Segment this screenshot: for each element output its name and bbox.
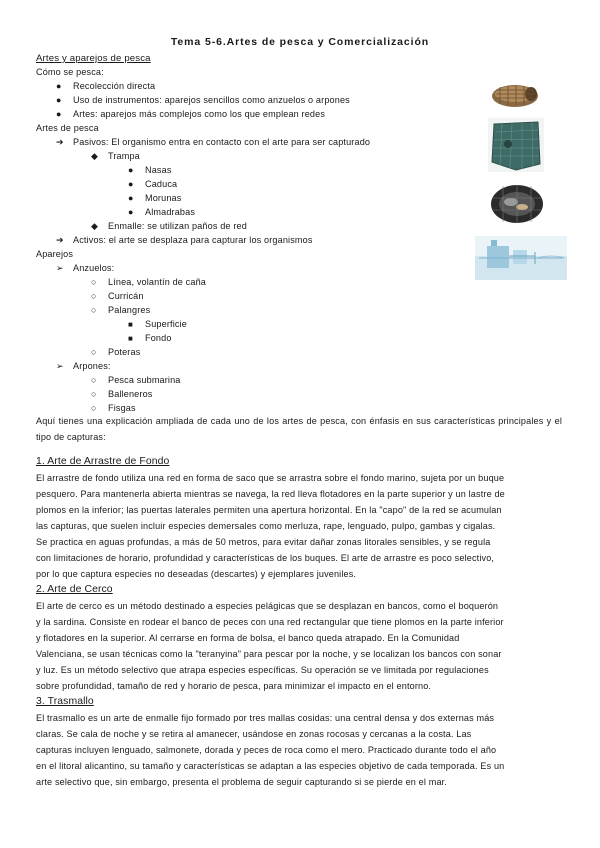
paragraph-line: y la sardina. Consiste en rodear el banco de peces con una red rectangular que tiene plomos en la parte inferior	[36, 617, 504, 627]
bullet-dot-icon: ●	[128, 179, 134, 189]
section-heading-arrastre: 1. Arte de Arrastre de Fondo	[36, 456, 170, 467]
list-item: Superficie	[145, 319, 187, 329]
paragraph-line: El arte de cerco es un método destinado a especies pelágicas que se desplazan en bancos, como el boquerón	[36, 601, 499, 611]
bullet-dot-icon: ●	[56, 95, 62, 105]
fishing-diagram-image	[475, 236, 567, 280]
fish-trap-image	[490, 78, 540, 110]
list-item: Artes: aparejos más complejos como los que emplean redes	[73, 109, 326, 119]
list-item: Balleneros	[108, 389, 153, 399]
square-bullet-icon: ■	[128, 334, 133, 343]
list-item: Fisgas	[108, 403, 136, 413]
arrow-right-icon: ➔	[56, 235, 64, 245]
outline-heading: Artes y aparejos de pesca	[36, 53, 151, 64]
list-item: Fondo	[145, 333, 172, 343]
bullet-dot-icon: ●	[128, 193, 134, 203]
circle-bullet-icon: ○	[91, 375, 97, 385]
list-item: Activos: el arte se desplaza para capturar los organismos	[73, 235, 313, 245]
arrow-right-icon: ➔	[56, 137, 64, 147]
paragraph-line: pesquero. Para mantenerla abierta mientras se navega, la red lleva flotadores en la parte superior y un lastre de	[36, 489, 505, 499]
list-item: Pasivos: El organismo entra en contacto con el arte para ser capturado	[73, 137, 371, 147]
circle-bullet-icon: ○	[91, 291, 97, 301]
paragraph-line: con limitaciones de horario, profundidad y características de los buques. El arte de arrastre es poco selectivo,	[36, 553, 495, 563]
list-item: Línea, volantín de caña	[108, 277, 206, 287]
list-item: Trampa	[108, 151, 140, 161]
net-image	[488, 118, 544, 172]
list-item: Arpones:	[73, 361, 111, 371]
aparejos-label: Aparejos	[36, 249, 74, 259]
square-bullet-icon: ■	[128, 320, 133, 329]
bullet-dot-icon: ●	[56, 109, 62, 119]
paragraph-line: sobre profundidad, tamaño de red y horario de pesca, para minimizar el impacto en el entorno.	[36, 681, 432, 691]
list-item: Almadrabas	[145, 207, 196, 217]
paragraph-line: plomos en la inferior; las puertas laterales permiten una apertura horizontal. En la "capo" de la red se acumulan	[36, 505, 502, 515]
list-item: Caduca	[145, 179, 178, 189]
paragraph-line: El trasmallo es un arte de enmalle fijo formado por tres mallas cosidas: una central densa y dos externas más	[36, 713, 495, 723]
arrowhead-bullet-icon: ➢	[56, 263, 64, 273]
paragraph-line: claras. Se cala de noche y se retira al amanecer, usándose en zonas rocosas y cercanas a la costa. Las	[36, 729, 472, 739]
circle-bullet-icon: ○	[91, 277, 97, 287]
arrowhead-bullet-icon: ➢	[56, 361, 64, 371]
list-item: Palangres	[108, 305, 151, 315]
circle-bullet-icon: ○	[91, 403, 97, 413]
circle-bullet-icon: ○	[91, 389, 97, 399]
diamond-bullet-icon: ◆	[91, 221, 98, 231]
trap-catch-image	[489, 182, 545, 226]
page-title: Tema 5-6.Artes de pesca y Comercialización	[170, 36, 430, 48]
section-heading-trasmallo: 3. Trasmallo	[36, 696, 94, 707]
list-item: Curricán	[108, 291, 144, 301]
paragraph-line: El arrastre de fondo utiliza una red en forma de saco que se arrastra sobre el fondo marino, sujeta por un buque	[36, 473, 505, 483]
paragraph-line: en el litoral alicantino, su tamaño y características se adaptan a las especies objetivo de cada temporada. Es un	[36, 761, 505, 771]
paragraph-line: arte selectivo que, sin embargo, presenta el problema de seguir capturando si se pierde en el mar.	[36, 777, 448, 787]
bullet-dot-icon: ●	[56, 81, 62, 91]
paragraph-line: Se practica en aguas profundas, a más de 50 metros, para evitar dañar zonas litorales sensibles, y se regula	[36, 537, 491, 547]
paragraph-line: y luz. Es un método selectivo que atrapa especies específicas. Su operación se ve limitada por regulaciones	[36, 665, 489, 675]
como-label: Cómo se pesca:	[36, 67, 104, 77]
list-item: Morunas	[145, 193, 182, 203]
diamond-bullet-icon: ◆	[91, 151, 98, 161]
list-item: Anzuelos:	[73, 263, 115, 273]
intro-paragraph: Aquí tienes una explicación ampliada de cada uno de los artes de pesca, con énfasis en sus características principales y el tipo de capturas:	[36, 416, 562, 442]
paragraph-line: y flotadores en la superior. Al cerrarse en forma de bolsa, el banco queda atrapado. En la Comunidad	[36, 633, 460, 643]
paragraph-line: por lo que captura especies no deseadas (descartes) y ejemplares juveniles.	[36, 569, 357, 579]
list-item: Enmalle: se utilizan paños de red	[108, 221, 247, 231]
circle-bullet-icon: ○	[91, 305, 97, 315]
list-item: Nasas	[145, 165, 172, 175]
section-heading-cerco: 2. Arte de Cerco	[36, 584, 113, 595]
paragraph-line: las capturas, que suelen incluir especies demersales como merluza, rape, lenguado, pulpo, gambas y cigalas.	[36, 521, 496, 531]
bullet-dot-icon: ●	[128, 207, 134, 217]
list-item: Pesca submarina	[108, 375, 181, 385]
list-item: Poteras	[108, 347, 141, 357]
list-item: Uso de instrumentos: aparejos sencillos como anzuelos o arpones	[73, 95, 350, 105]
circle-bullet-icon: ○	[91, 347, 97, 357]
paragraph-line: capturas incluyen lenguado, salmonete, dorada y peces de roca como el mero. Practicado durante todo el año	[36, 745, 497, 755]
list-item: Recolección directa	[73, 81, 156, 91]
bullet-dot-icon: ●	[128, 165, 134, 175]
paragraph-line: Valenciana, se usan técnicas como la "teranyina" para pescar por la noche, y se localizan los bancos con sonar	[36, 649, 502, 659]
artes-label: Artes de pesca	[36, 123, 99, 133]
